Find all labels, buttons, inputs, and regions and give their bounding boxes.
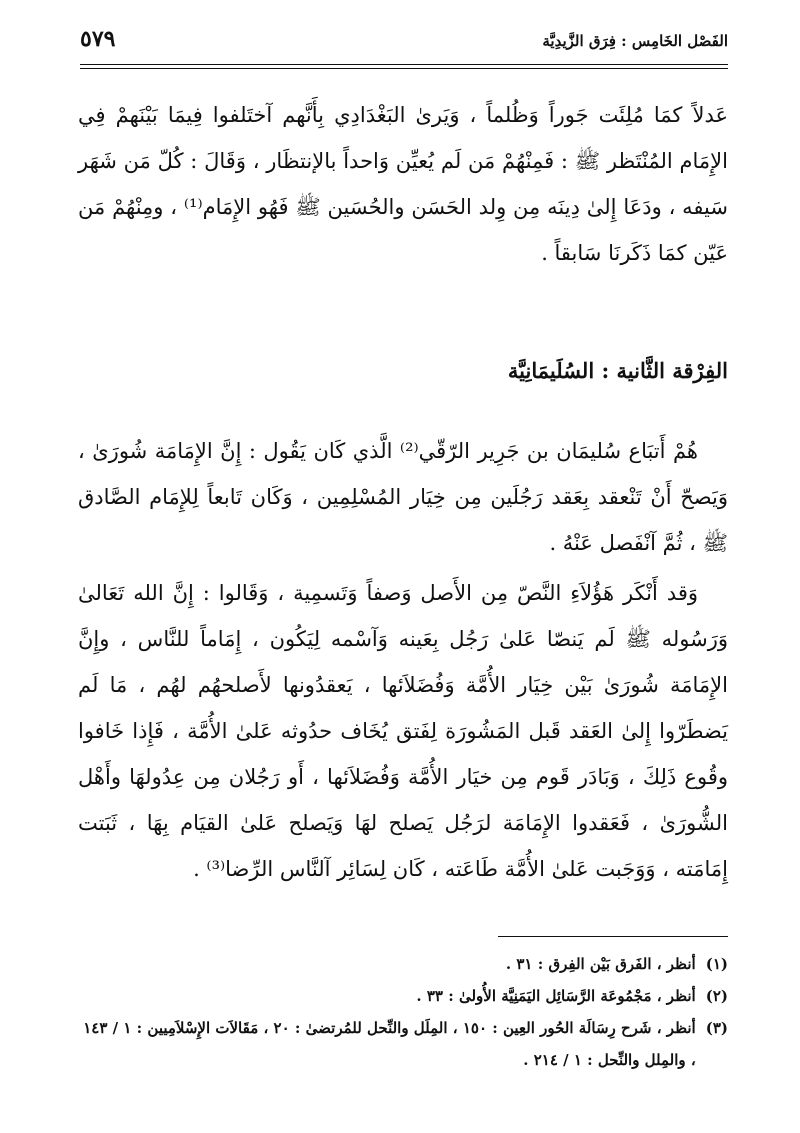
footnote-3 [78,1012,728,1076]
body-paragraph-1: عَدلاً كمَا مُلِئَت جَوراً وَظُلماً ، وَيَرىٰ البَغْدَادِي بِأَنَّهم آختَلفوا فِيمَا بَيْنَهمْ فِي الإِمَام المُنْتَظر ﷺ : فَمِنْهُمْ مَن لَم يُعيِّن وَاحداً بالإنتظَار ، وَقَالَ : كُلّ مَن شَهَر سَيفه ، ودَعَا إِلىٰ دِينَه مِن وِلد الحَسَن والحُسَين ﷺ فَهُو الإِمَام⁽¹⁾ ، ومِنْهُمْ مَن عَيّن كمَا ذَكَرنَا سَابقاً . [78,103,728,265]
footnote-text: أنظر ، الفَرق بَيْن الفِرق : ٣١ . [505,955,696,973]
body-paragraph-3: وَقد أَنْكَر هَؤُلاَءِ النَّصّ مِن الأَصل وَصفاً وَتَسمِية ، وَقَالوا : إِنَّ الله تَعَالىٰ وَرَسُوله ﷺ لَم يَنصّا عَلىٰ رَجُل بِعَينه وَآسْمه لِيَكُون ، إِمَاماً للنَّاس ، وإِنَّ الإِمَامَة شُورَىٰ بَيْن خِيَار الأُمَّة وَفُضَلاَئها ، يَعقدُونها لأَصلحهُم لهُم ، مَا لَم يَضطَرّوا إِلىٰ العَقد قَبل المَشُورَة لِفَتق يُخَاف حدُوثه عَلىٰ الأُمَّة ، فَإِذا خَافوا وقُوع ذَلِكَ ، وَبَادَر قَوم مِن خيَار الأُمَّة وَفُضَلاَئها ، أَو رَجُلان مِن عِدُولهَا وأَهْل الشُّورَىٰ ، فَعَقدوا الإِمَامَة لرَجُل يَصلح لهَا وَيَصلح عَلىٰ القيَام بِهَا ، ثَبَتت إِمَامَته ، وَوَجَبت عَلىٰ الأُمَّة طَاعَته ، كَان لِسَائِر آلنَّاس الرِّضا⁽³⁾ . [78,581,728,881]
page-number: ٥٧٩ [80,26,116,52]
footnote-1 [78,948,728,980]
body-paragraph-2: هُمْ أَتبَاع سُليمَان بن جَرِير الرّقّي⁽²⁾ الَّذي كَان يَقُول : إِنَّ الإِمَامَة شُورَىٰ ، وَيَصحّ أَنْ تَنْعقد بِعَقد رَجُلَين مِن خِيَار المُسْلِمِين ، وَكَان تَابعاً لِلإِمَام الصَّادق ﷺ ، ثُمَّ آنْفَصل عَنْهُ . [78,439,728,555]
header-rule [80,64,728,65]
section-heading: الفِرْقة الثَّانية : السُلَيمَانِيَّة [507,358,728,383]
footnote-number: (١) [705,955,728,973]
header-rule-thin [80,68,728,69]
footnote-text: أنظر ، شَرح رِسَالَة الحُور العِين : ١٥٠ ، المِلَل والنِّحل للمُرتضىٰ : ٢٠ ، مَقَالاَت الإِسْلاَمِيين : ١ / ١٤٣ ، والمِلل والنِّحل : ١ / ٢١٤ . [83,1019,696,1069]
footnote-number: (٢) [705,987,728,1005]
footnotes [78,948,728,1076]
chapter-title: الفَصْل الخَامِس : فِرَق الزَّيدِيَّة [542,32,728,50]
footnote-text: أنظر ، مَجْمُوعَة الرَّسَائِل اليَمَنِيَّة الأُولىٰ : ٣٣ . [416,987,696,1005]
footnote-number: (٣) [705,1019,728,1037]
footnote-2 [78,980,728,1012]
running-header [80,22,728,66]
footnote-separator [498,936,728,937]
